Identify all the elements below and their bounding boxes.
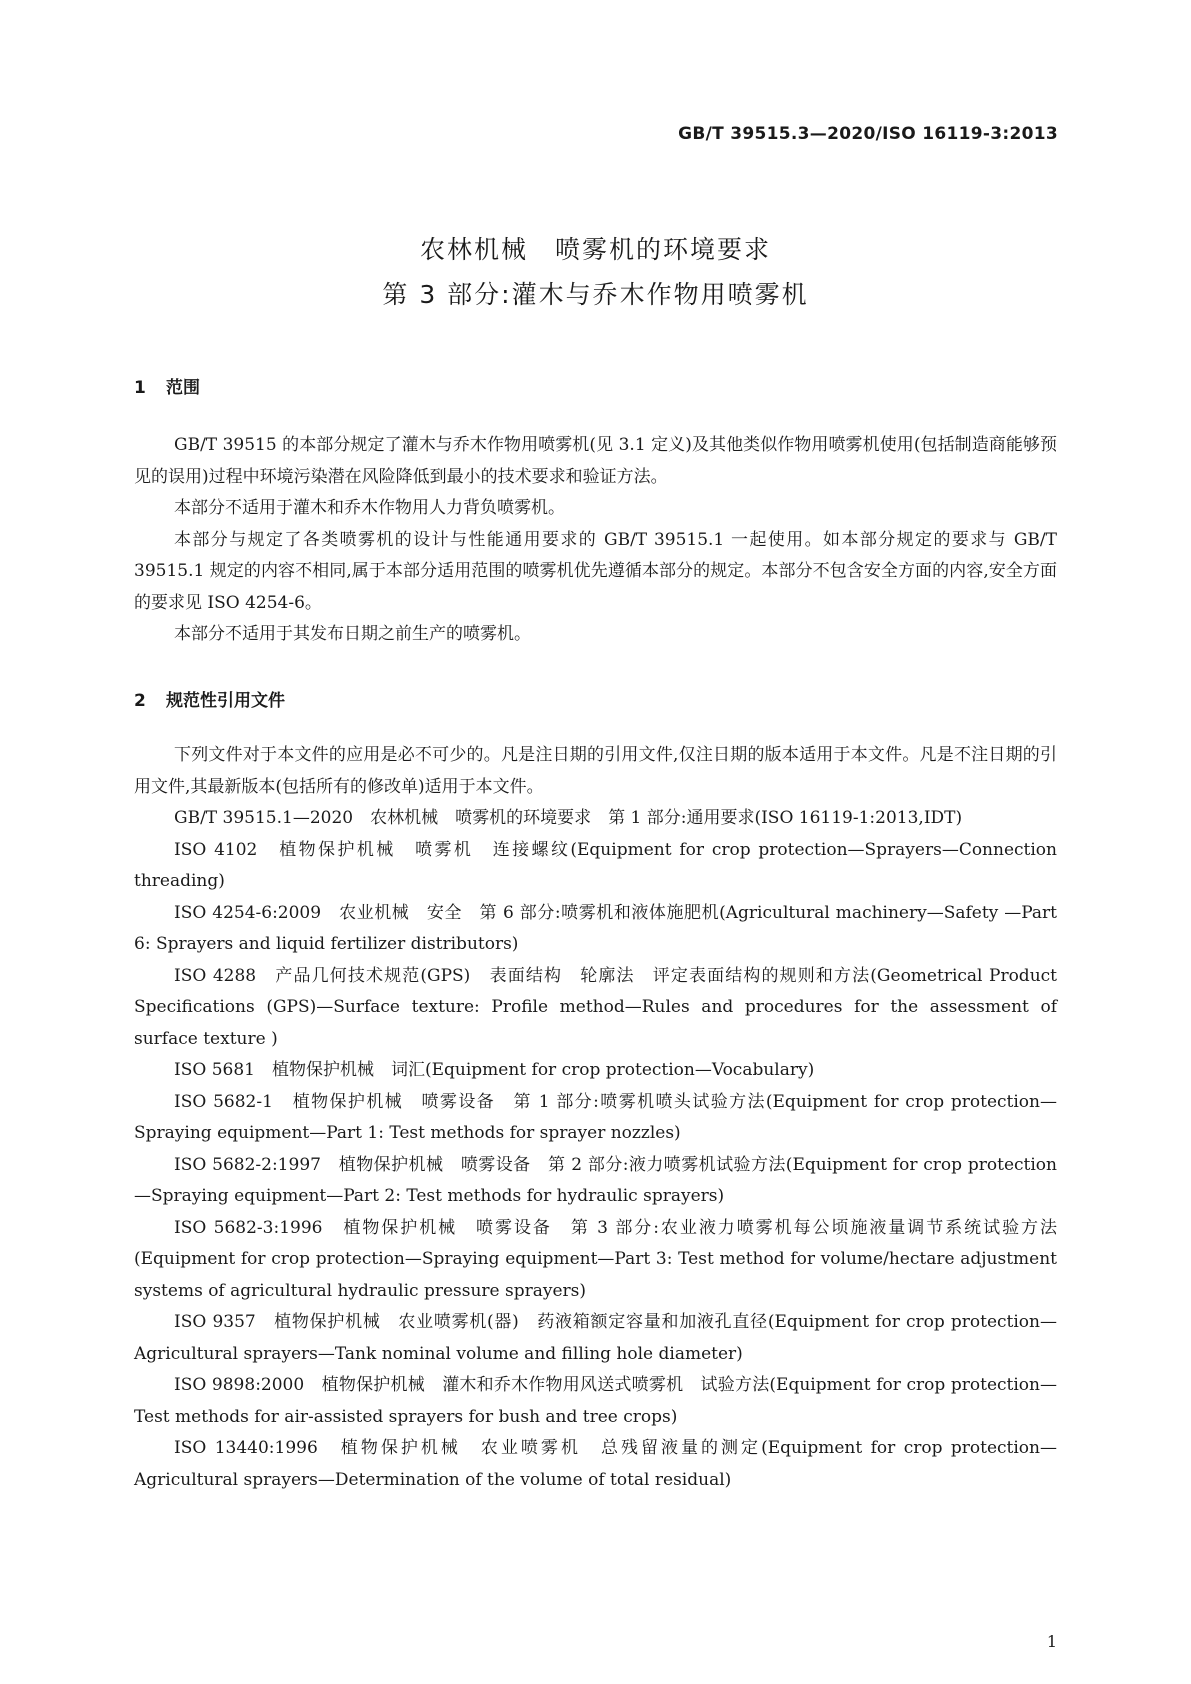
reference-item: ISO 5681 植物保护机械 词汇(Equipment for crop protection—Vocabulary) <box>174 1060 815 1080</box>
section-2-heading <box>134 686 285 711</box>
page-number: 1 <box>1046 1632 1057 1651</box>
paragraph: 本部分不适用于其发布日期之前生产的喷雾机。 <box>174 624 531 644</box>
section-number: 2 <box>134 691 146 711</box>
paragraph: GB/T 39515 的本部分规定了灌木与乔木作物用喷雾机(见 3.1 定义)及其他类似作物用喷雾机使用(包括制造商能够预见的误用)过程中环境污染潜在风险降低到最小的技术要求和验证方法。 <box>134 435 1057 487</box>
section-number: 1 <box>134 378 146 398</box>
paragraph: 本部分与规定了各类喷雾机的设计与性能通用要求的 GB/T 39515.1 一起使用。如本部分规定的要求与 GB/T 39515.1 规定的内容不相同,属于本部分适用范围的喷雾机优先遵循本部分的规定。本部分不包含安全方面的内容,安全方面的要求见 ISO 4254-6。 <box>134 529 1057 613</box>
section-1-body <box>134 430 1057 651</box>
reference-item: GB/T 39515.1—2020 农林机械 喷雾机的环境要求 第 1 部分:通用要求(ISO 16119-1:2013,IDT) <box>174 808 963 828</box>
reference-item: ISO 4102 植物保护机械 喷雾机 连接螺纹(Equipment for crop protection—Sprayers—Connection threading) <box>134 839 1057 891</box>
reference-item: ISO 4288 产品几何技术规范(GPS) 表面结构 轮廓法 评定表面结构的规则和方法(Geometrical Product Specifications (GPS)—Surface texture: Profile method—Rules and procedures for the assessment of surface texture ) <box>134 965 1057 1049</box>
standard-code-header: GB/T 39515.3—2020/ISO 16119-3:2013 <box>678 124 1058 144</box>
section-1-heading <box>134 373 200 398</box>
document-title-line-1: 农林机械 喷雾机的环境要求 <box>419 235 771 264</box>
document-title-line-2: 第 3 部分:灌木与乔木作物用喷雾机 <box>382 280 809 309</box>
reference-item: ISO 9898:2000 植物保护机械 灌木和乔木作物用风送式喷雾机 试验方法(Equipment for crop protection—Test methods for air-assisted sprayers for bush and tree crops) <box>134 1375 1057 1427</box>
reference-item: ISO 9357 植物保护机械 农业喷雾机(器) 药液箱额定容量和加液孔直径(Equipment for crop protection—Agricultural sprayers—Tank nominal volume and filling hole diameter) <box>134 1312 1057 1364</box>
section-title: 规范性引用文件 <box>166 691 285 711</box>
section-2-body <box>134 740 1057 1496</box>
paragraph: 本部分不适用于灌木和乔木作物用人力背负喷雾机。 <box>174 498 565 518</box>
paragraph: 下列文件对于本文件的应用是必不可少的。凡是注日期的引用文件,仅注日期的版本适用于本文件。凡是不注日期的引用文件,其最新版本(包括所有的修改单)适用于本文件。 <box>134 745 1057 797</box>
reference-item: ISO 5682-2:1997 植物保护机械 喷雾设备 第 2 部分:液力喷雾机试验方法(Equipment for crop protection—Spraying equipment—Part 2: Test methods for hydraulic sprayers) <box>134 1154 1057 1206</box>
reference-item: ISO 13440:1996 植物保护机械 农业喷雾机 总残留液量的测定(Equipment for crop protection—Agricultural sprayers—Determination of the volume of total residual) <box>134 1438 1057 1490</box>
reference-item: ISO 4254-6:2009 农业机械 安全 第 6 部分:喷雾机和液体施肥机(Agricultural machinery—Safety —Part 6: Sprayers and liquid fertilizer distributors) <box>134 902 1057 954</box>
section-title: 范围 <box>166 378 200 398</box>
reference-item: ISO 5682-3:1996 植物保护机械 喷雾设备 第 3 部分:农业液力喷雾机每公顷施液量调节系统试验方法(Equipment for crop protection—Spraying equipment—Part 3: Test method for volume/hectare adjustment systems of agricultural hydraulic pressure sprayers) <box>134 1217 1057 1301</box>
reference-item: ISO 5682-1 植物保护机械 喷雾设备 第 1 部分:喷雾机喷头试验方法(Equipment for crop protection—Spraying equipment—Part 1: Test methods for sprayer nozzles) <box>134 1091 1057 1143</box>
